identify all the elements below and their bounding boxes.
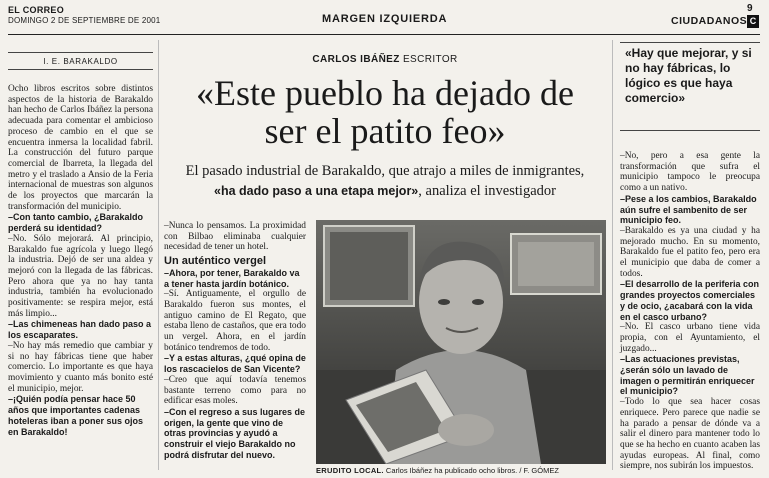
answer: –Nunca lo pensamos. La proximidad con Bilbao eliminaba cualquier necesidad de tener un hotel. [164,221,306,253]
question: –El desarrollo de la periferia con grandes proyectos comerciales y de ocio, ¿acabará con la vida en el casco urbano? [620,279,760,322]
answer: –Creo que aquí todavía tenemos bastante terreno como para no edificar esas moles. [164,374,306,407]
question: –Las actuaciones previstas, ¿serán sólo un lavado de imagen o permitirán enriquecer el municipio? [620,354,755,397]
author-tag: I. E. BARAKALDO [43,57,118,66]
byline-role: ESCRITOR [402,54,458,65]
question: –Pese a los cambios, Barakaldo aún sufre el sambenito de ser municipio feo. [620,193,757,226]
tag-rule-bottom [8,69,153,70]
masthead: EL CORREO [8,5,65,15]
headline-line: «Este pueblo ha dejado de [196,73,574,113]
photo-illustration [316,220,606,464]
page-number: 9 [747,3,753,14]
header-rule [8,34,760,35]
answer: –Todo lo que sea hacer cosas enriquece. Pero parece que nadie se ha parado a pensar de dónde va a salir el dinero para mantener todo lo que se ha hecho en cuanto acaben las ayudas europeas. Al final, como siempre, nos subirán los impuestos. [620,397,760,472]
caption-lead: ERUDITO LOCAL. [316,466,384,475]
subhead: Un auténtico vergel [164,255,267,268]
byline [164,54,606,65]
answer: –No. Sólo mejorará. Al principio, Barakaldo fue agrícola y luego llegó la industria. Dejó de ser una aldea y mejoró con la llegada de las fábricas. Pero ahora que ya no hay tanta industria, también ha evolucionado positivamente: se respira mejor, está más limpio... [8,233,153,319]
column-divider [612,40,613,470]
body-column-2 [164,221,306,460]
answer: –No. El casco urbano tiene vida propia, con el Ayuntamiento, el juzgado... [620,322,760,354]
answer: –No, pero a esa gente la transformación que sufra el municipio tampoco le preocupa como a un nativo. [620,151,760,194]
question: –Con el regreso a sus lugares de origen, la gente que vino de otras provincias y ayudó a construir el viejo Barakaldo no podrá disfrutar del nuevo. [164,406,306,460]
right-section-title: CIUDADANOS [671,15,748,27]
dateline: DOMINGO 2 DE SEPTIEMBRE DE 2001 [8,16,161,25]
question: –Y a estas alturas, ¿qué opina de los rascacielos de San Vicente? [164,353,306,375]
deck-bold: «ha dado paso a una etapa mejor» [214,184,419,198]
deck-line [164,181,606,201]
body-column-3 [620,151,760,472]
column-divider [158,40,159,470]
headline [164,74,606,150]
pullquote-rule-top [620,42,760,43]
question: –¡Quién podía pensar hace 50 años que importantes cadenas hoteleras iban a poner sus ojos en Barakaldo! [8,394,144,437]
tag-rule-top [8,52,153,53]
pullquote: «Hay que mejorar, y si no hay fábricas, lo lógico es que haya comercio» [625,46,752,105]
byline-name: CARLOS IBÁÑEZ [312,54,400,65]
pullquote-rule-bottom [620,130,760,131]
answer: –Sí. Antiguamente, el orgullo de Barakaldo fueron sus montes, el antiguo camino de El Regato, que estaba lleno de castaños, que era todo un vergel. Ahora, en el jardín botánico tendremos de todo. [164,289,306,353]
caption-text: Carlos Ibáñez ha publicado ocho libros. [383,466,518,475]
intro-paragraph: Ocho libros escritos sobre distintos aspectos de la historia de Barakaldo han hecho de Carlos Ibáñez la persona adecuada para comentar el ambicioso proceso de cambio en el que se encuentra inmersa la localidad fabril. La construcción del futuro parque comercial de Ibarreta, la llegada del metro y el traslado a Ansio de la Feria internacional de muestras son algunos de los proyectos que marcarán la transformación del municipio. [8,84,153,212]
headline-line: ser el patito feo» [264,111,506,151]
photo-credit: / F. GÓMEZ [517,466,559,475]
answer: –No hay más remedio que cambiar y si no hay fábricas tiene que haber comercio. Lo importante es que haya movimiento y cuanto más bonito esté el municipio, mejor. [8,340,153,394]
section-logo: C [747,15,759,28]
deck-line: El pasado industrial de Barakaldo, que atrajo a miles de inmigrantes, [185,163,585,179]
deck-end: , analiza el investigador [418,183,556,199]
portrait-photo [316,220,606,464]
question: –Las chimeneas han dado paso a los escaparates. [8,319,152,341]
question: –Con tanto cambio, ¿Barakaldo perderá su identidad? [8,212,144,234]
sidebar-column [8,84,153,437]
section-title: MARGEN IZQUIERDA [322,13,448,25]
deck [164,161,606,201]
answer: –Barakaldo es ya una ciudad y ha mejorado mucho. En su momento, Barakaldo fue el patito feo, pero era el municipio que daba de comer a todos. [620,225,760,279]
photo-caption [316,466,608,475]
question: –Ahora, por tener, Barakaldo va a tener hasta jardín botánico. [164,267,300,289]
